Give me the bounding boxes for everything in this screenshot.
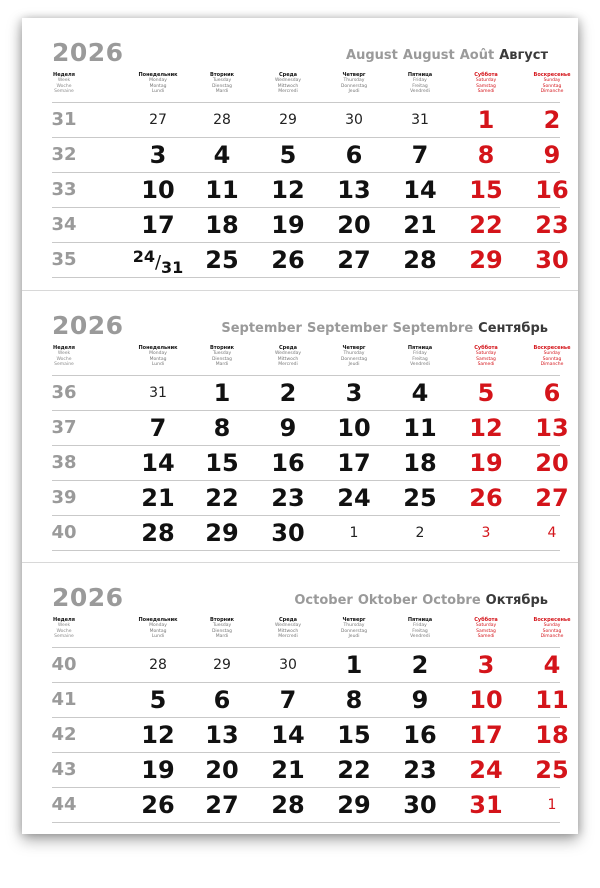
weekday-name-fr: Jeudi (348, 634, 360, 640)
weekday-header-cell (190, 73, 254, 95)
month-name: Octobre (422, 593, 481, 608)
week-number: 37 (51, 417, 77, 438)
day-cell: 12 (271, 176, 305, 204)
day-cell: 14 (271, 721, 305, 749)
weekday-header-cell (388, 73, 452, 95)
week-row (52, 787, 560, 823)
weekday-name-fr: Jeudi (348, 362, 360, 368)
day-cell: 26 (141, 791, 175, 819)
day-cell: 27 (205, 791, 239, 819)
day-cell: 28 (403, 246, 437, 274)
day-cell: 8 (345, 686, 363, 714)
month-name-ru: Октябрь (485, 593, 548, 608)
weekday-name-de: Donnerstag (340, 628, 368, 634)
weekday-header-cell (388, 346, 452, 368)
week-row (51, 242, 569, 278)
weekday-header-cell (454, 618, 518, 640)
day-cell: 25 (403, 484, 437, 512)
day-cell: 3 (149, 141, 167, 169)
week-number: 38 (51, 452, 77, 473)
weekday-name-en: Saturday (475, 78, 497, 84)
day-cell: 25 (535, 756, 569, 784)
weekday-name-fr: Lundi (151, 89, 165, 95)
weekday-name-fr: Semaine (54, 362, 74, 368)
day-cell: 30 (271, 519, 305, 547)
year-label: 2026 (52, 38, 124, 67)
day-cell: 5 (149, 686, 167, 714)
weekday-header (52, 345, 571, 376)
weekday-name-en: Thursday (343, 78, 365, 84)
weekday-name-ru: Воскресенье (533, 345, 571, 351)
weekday-name-de: Montag (149, 83, 167, 89)
day-cell: 31 (469, 791, 503, 819)
month-block (22, 562, 578, 835)
day-cell: 17 (469, 721, 503, 749)
day-cell: 29 (337, 791, 371, 819)
weekday-name-en: Sunday (543, 351, 561, 357)
day-cell: 19 (271, 211, 305, 239)
weekday-header (52, 617, 571, 648)
weekday-name-en: Saturday (475, 351, 497, 357)
week-number: 39 (51, 487, 77, 508)
day-cell: 11 (403, 414, 437, 442)
day-cell: 12 (141, 721, 175, 749)
day-cell: 20 (535, 449, 569, 477)
month-name: August (346, 48, 398, 63)
day-cell: 16 (403, 721, 437, 749)
weekday-name-fr: Vendredi (410, 362, 430, 368)
weekday-name-en: Sunday (543, 78, 561, 84)
week-row (52, 375, 560, 410)
day-cell: 13 (205, 721, 239, 749)
weekday-header-cell (126, 618, 190, 640)
day-cell: 16 (271, 449, 305, 477)
month-name-ru: Август (499, 48, 548, 63)
day-cell: 9 (411, 686, 429, 714)
weekday-name-ru: Пятница (407, 345, 433, 351)
weekday-name-ru: Пятница (407, 617, 433, 623)
day-cell: 4 (213, 141, 231, 169)
week-row (51, 207, 569, 242)
week-number: 42 (51, 724, 77, 745)
weekday-name-ru: Четверг (342, 72, 366, 78)
day-cell: 4 (547, 525, 557, 541)
weekday-name-en: Week (57, 351, 71, 357)
day-cell: 1 (477, 106, 495, 134)
weekday-name-ru: Среда (278, 72, 298, 78)
day-cell: 30 (279, 657, 297, 673)
weekday-header-cell (322, 73, 386, 95)
weekday-name-de: Mittwoch (277, 356, 299, 362)
month-name: September (221, 321, 302, 336)
week-column-header (32, 346, 96, 368)
weekday-name-ru: Неделя (53, 345, 75, 351)
weekday-name-ru: Суббота (474, 345, 498, 351)
weekday-name-en: Sunday (543, 623, 561, 629)
day-cell: 7 (279, 686, 297, 714)
weekday-header-cell (256, 346, 320, 368)
week-number: 40 (51, 522, 77, 543)
day-cell: 7 (411, 141, 429, 169)
week-number: 31 (51, 109, 77, 130)
day-cell: 12 (469, 414, 503, 442)
weekday-name-ru: Воскресенье (533, 72, 571, 78)
day-cell: 6 (213, 686, 231, 714)
weekday-name-fr: Dimanche (540, 89, 564, 95)
weekday-name-en: Friday (413, 78, 427, 84)
day-cell: 13 (337, 176, 371, 204)
day-cell: 30 (535, 246, 569, 274)
week-row (51, 172, 569, 207)
week-column-header (32, 73, 96, 95)
weekday-name-de: Freitag (412, 356, 428, 362)
calendar-sheet (22, 18, 578, 834)
day-cell: 15 (469, 176, 503, 204)
month-name-ru: Сентябрь (478, 321, 548, 336)
weekday-name-fr: Mercredi (278, 89, 298, 95)
weekday-name-en: Tuesday (212, 623, 232, 629)
weekday-header-cell (322, 346, 386, 368)
weekday-name-de: Dienstag (211, 83, 233, 89)
weekday-name-fr: Samedi (477, 634, 495, 640)
day-cell: 21 (141, 484, 175, 512)
weekday-name-ru: Пятница (407, 72, 433, 78)
day-cell: 25 (205, 246, 239, 274)
week-row (51, 682, 569, 717)
day-cell: 29 (213, 657, 231, 673)
day-cell: 3 (481, 525, 491, 541)
weekday-name-de: Sonntag (542, 83, 562, 89)
weekday-name-de: Samstag (476, 356, 496, 362)
day-cell: 9 (543, 141, 561, 169)
weekday-name-fr: Mercredi (278, 362, 298, 368)
month-names (341, 48, 548, 63)
weeks-grid (51, 647, 569, 823)
weekday-header-cell (190, 618, 254, 640)
month-name: August (402, 48, 455, 63)
weekday-name-en: Monday (149, 78, 167, 84)
weekday-name-ru: Вторник (209, 72, 235, 78)
day-cell: 30 (403, 791, 437, 819)
week-number: 43 (51, 759, 77, 780)
weekday-name-ru: Воскресенье (533, 617, 571, 623)
day-cell: 28 (213, 112, 231, 128)
weekday-name-de: Sonntag (542, 628, 562, 634)
day-cell: 27 (337, 246, 371, 274)
weekday-name-de: Woche (56, 356, 72, 362)
weekday-name-ru: Четверг (342, 345, 366, 351)
day-cell: 2 (543, 106, 561, 134)
day-cell: 26 (271, 246, 305, 274)
weekday-name-de: Mittwoch (277, 83, 299, 89)
weekday-name-fr: Semaine (54, 89, 74, 95)
year-label: 2026 (52, 311, 124, 340)
weekday-name-en: Monday (149, 623, 167, 629)
year-label: 2026 (52, 583, 124, 612)
day-cell: 13 (535, 414, 569, 442)
day-cell: 17 (141, 211, 175, 239)
weekday-name-en: Friday (413, 623, 427, 629)
day-cell: 1 (213, 379, 231, 407)
day-cell: 7 (149, 414, 167, 442)
day-cell: 1 (547, 797, 557, 813)
weekday-name-ru: Среда (278, 617, 298, 623)
day-cell: 16 (535, 176, 569, 204)
weekday-header-cell (126, 73, 190, 95)
weekday-name-en: Tuesday (212, 78, 232, 84)
weekday-name-de: Mittwoch (277, 628, 299, 634)
day-cell: 24 (337, 484, 371, 512)
day-cell: 14 (141, 449, 175, 477)
weekday-name-en: Tuesday (212, 351, 232, 357)
day-cell: 26 (469, 484, 503, 512)
weekday-header-cell (454, 73, 518, 95)
day-cell: 22 (469, 211, 503, 239)
weeks-grid (51, 102, 569, 278)
month-name: September (306, 321, 388, 336)
day-cell: 9 (279, 414, 297, 442)
day-cell: 23 (535, 211, 569, 239)
double-date-first: 24 (132, 247, 155, 266)
day-cell: 31 (149, 385, 167, 401)
day-cell (126, 243, 190, 277)
day-cell: 19 (141, 756, 175, 784)
day-cell: 3 (477, 651, 495, 679)
weekday-name-fr: Dimanche (540, 634, 564, 640)
month-block (22, 290, 578, 563)
weekday-name-fr: Vendredi (410, 634, 430, 640)
day-cell: 15 (337, 721, 371, 749)
weekday-name-fr: Semaine (54, 634, 74, 640)
weekday-name-en: Friday (413, 351, 427, 357)
day-cell: 2 (279, 379, 297, 407)
weekday-name-fr: Vendredi (410, 89, 430, 95)
day-cell: 27 (535, 484, 569, 512)
week-row (51, 445, 569, 480)
weekday-name-fr: Lundi (151, 634, 165, 640)
weekday-name-de: Woche (56, 83, 72, 89)
day-cell: 24 (469, 756, 503, 784)
weekday-header-cell (520, 73, 584, 95)
day-cell: 18 (403, 449, 437, 477)
day-cell: 6 (543, 379, 561, 407)
day-cell: 17 (337, 449, 371, 477)
month-names (216, 321, 548, 336)
weekday-header-cell (520, 346, 584, 368)
weekday-name-en: Wednesday (274, 351, 302, 357)
weekday-name-de: Dienstag (211, 356, 233, 362)
day-cell: 15 (205, 449, 239, 477)
weekday-header-cell (126, 346, 190, 368)
weekday-name-fr: Samedi (477, 89, 495, 95)
weekday-name-de: Montag (149, 356, 167, 362)
weekday-header-cell (256, 618, 320, 640)
day-cell: 11 (205, 176, 239, 204)
day-cell: 8 (213, 414, 231, 442)
weekday-name-ru: Вторник (209, 345, 235, 351)
weekday-name-fr: Mardi (215, 89, 229, 95)
weekday-name-fr: Mardi (215, 362, 229, 368)
day-cell: 5 (477, 379, 495, 407)
week-number: 33 (51, 179, 77, 200)
day-cell: 2 (411, 651, 429, 679)
weekday-name-ru: Суббота (474, 617, 498, 623)
month-name: Oktober (357, 593, 418, 608)
day-cell: 21 (271, 756, 305, 784)
week-row (52, 515, 560, 551)
weekday-name-de: Woche (56, 628, 72, 634)
day-cell: 22 (337, 756, 371, 784)
weekday-name-en: Thursday (343, 623, 365, 629)
day-cell: 3 (345, 379, 363, 407)
day-cell: 18 (205, 211, 239, 239)
week-row (51, 410, 569, 445)
month-name: Août (459, 48, 495, 63)
weekday-header-cell (256, 73, 320, 95)
weekday-name-fr: Mercredi (278, 634, 298, 640)
weekday-name-en: Monday (149, 351, 167, 357)
week-row (51, 752, 569, 787)
week-number: 40 (51, 654, 77, 675)
week-number: 35 (51, 249, 77, 270)
day-cell: 29 (469, 246, 503, 274)
weekday-header-cell (388, 618, 452, 640)
day-cell: 4 (411, 379, 429, 407)
weekday-header (52, 72, 571, 103)
day-cell: 29 (205, 519, 239, 547)
weekday-name-ru: Неделя (53, 72, 75, 78)
day-cell: 14 (403, 176, 437, 204)
weekday-name-ru: Вторник (209, 617, 235, 623)
day-cell: 28 (271, 791, 305, 819)
weekday-name-en: Wednesday (274, 78, 302, 84)
weekday-header-cell (454, 346, 518, 368)
day-cell: 8 (477, 141, 495, 169)
weekday-name-ru: Среда (278, 345, 298, 351)
day-cell: 23 (403, 756, 437, 784)
weekday-name-ru: Понедельник (138, 345, 178, 351)
weekday-name-de: Dienstag (211, 628, 233, 634)
weekday-name-en: Thursday (343, 351, 365, 357)
day-cell: 1 (349, 525, 359, 541)
day-cell: 29 (279, 112, 297, 128)
day-cell: 5 (279, 141, 297, 169)
day-cell: 27 (149, 112, 167, 128)
weekday-name-fr: Jeudi (348, 89, 360, 95)
weekday-name-de: Samstag (476, 628, 496, 634)
week-number: 34 (51, 214, 77, 235)
day-cell: 28 (141, 519, 175, 547)
week-number: 44 (51, 794, 77, 815)
day-cell: 4 (543, 651, 561, 679)
month-name: October (294, 593, 353, 608)
month-names (289, 593, 548, 608)
weekday-name-en: Week (57, 78, 71, 84)
weekday-name-fr: Samedi (477, 362, 495, 368)
weeks-grid (51, 375, 569, 551)
weekday-name-de: Freitag (412, 628, 428, 634)
weekday-name-de: Montag (149, 628, 167, 634)
double-date-slash: / (154, 252, 162, 273)
week-row (51, 480, 569, 515)
day-cell: 30 (345, 112, 363, 128)
week-number: 41 (51, 689, 77, 710)
week-row (52, 647, 560, 682)
double-date-second: 31 (161, 258, 184, 277)
double-date (132, 246, 184, 277)
weekday-name-de: Samstag (476, 83, 496, 89)
day-cell: 6 (345, 141, 363, 169)
weekday-name-en: Saturday (475, 623, 497, 629)
weekday-name-ru: Понедельник (138, 617, 178, 623)
month-block (22, 18, 578, 290)
week-number: 36 (51, 382, 77, 403)
weekday-name-de: Sonntag (542, 356, 562, 362)
day-cell: 1 (345, 651, 363, 679)
day-cell: 10 (469, 686, 503, 714)
week-number: 32 (51, 144, 77, 165)
week-row (51, 717, 569, 752)
weekday-name-fr: Dimanche (540, 362, 564, 368)
weekday-header-cell (190, 346, 254, 368)
day-cell: 23 (271, 484, 305, 512)
weekday-name-de: Donnerstag (340, 356, 368, 362)
weekday-name-en: Wednesday (274, 623, 302, 629)
weekday-header-cell (520, 618, 584, 640)
day-cell: 18 (535, 721, 569, 749)
day-cell: 11 (535, 686, 569, 714)
weekday-name-de: Donnerstag (340, 83, 368, 89)
day-cell: 2 (415, 525, 425, 541)
weekday-name-ru: Неделя (53, 617, 75, 623)
weekday-name-ru: Четверг (342, 617, 366, 623)
month-name: Septembre (392, 321, 474, 336)
weekday-name-en: Week (57, 623, 71, 629)
weekday-name-fr: Lundi (151, 362, 165, 368)
week-column-header (32, 618, 96, 640)
day-cell: 22 (205, 484, 239, 512)
day-cell: 10 (141, 176, 175, 204)
weekday-name-fr: Mardi (215, 634, 229, 640)
day-cell: 20 (205, 756, 239, 784)
day-cell: 21 (403, 211, 437, 239)
weekday-header-cell (322, 618, 386, 640)
weekday-name-ru: Понедельник (138, 72, 178, 78)
weekday-name-de: Freitag (412, 83, 428, 89)
day-cell: 10 (337, 414, 371, 442)
day-cell: 19 (469, 449, 503, 477)
day-cell: 20 (337, 211, 371, 239)
week-row (52, 137, 560, 172)
weekday-name-ru: Суббота (474, 72, 498, 78)
week-row (52, 102, 560, 137)
day-cell: 28 (149, 657, 167, 673)
day-cell: 31 (411, 112, 429, 128)
